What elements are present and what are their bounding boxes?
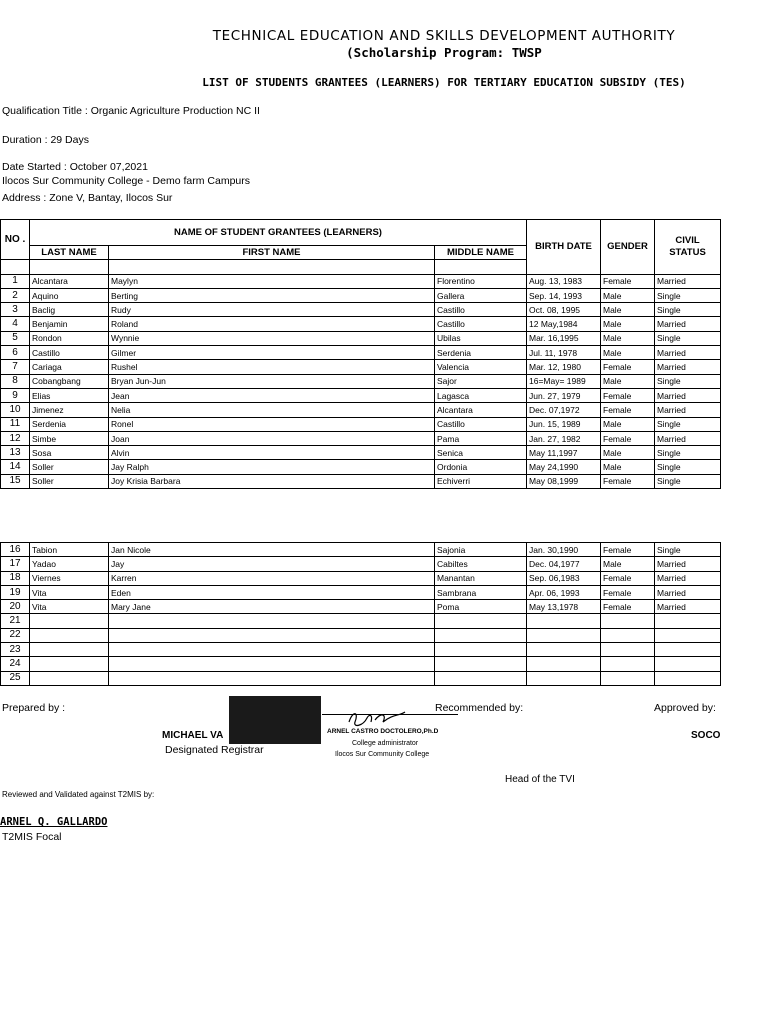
cell-birth: Dec. 07,1972 bbox=[527, 403, 601, 417]
cell-birth: Mar. 16,1995 bbox=[527, 331, 601, 345]
table-row bbox=[1, 331, 721, 345]
cell-no: 1 bbox=[1, 274, 30, 288]
cell-gender: Female bbox=[601, 388, 655, 402]
cell-civil bbox=[655, 628, 721, 642]
cell-civil: Single bbox=[655, 474, 721, 488]
cell-last: Viernes bbox=[30, 571, 109, 585]
cell-birth bbox=[527, 643, 601, 657]
table-row bbox=[1, 628, 721, 642]
cell-last: Elias bbox=[30, 388, 109, 402]
approved-label: Approved by: bbox=[654, 702, 716, 714]
cell-civil bbox=[655, 643, 721, 657]
cell-gender bbox=[601, 614, 655, 628]
cell-birth: Aug. 13, 1983 bbox=[527, 274, 601, 288]
cell-middle: Sambrana bbox=[435, 585, 527, 599]
cell-no: 24 bbox=[1, 657, 30, 671]
cell-civil: Single bbox=[655, 417, 721, 431]
cell-middle: Manantan bbox=[435, 571, 527, 585]
cell-civil: Married bbox=[655, 600, 721, 614]
cell-no: 10 bbox=[1, 403, 30, 417]
cell-no: 20 bbox=[1, 600, 30, 614]
grantees-table-top bbox=[0, 219, 721, 489]
cell-last bbox=[30, 671, 109, 685]
table-row bbox=[1, 303, 721, 317]
recommender-title: College administrator bbox=[352, 740, 419, 747]
header-no: NO . bbox=[1, 220, 30, 260]
cell-last bbox=[30, 643, 109, 657]
cell-gender: Female bbox=[601, 600, 655, 614]
cell-last: Baclig bbox=[30, 303, 109, 317]
cell-no: 11 bbox=[1, 417, 30, 431]
cell-civil: Single bbox=[655, 288, 721, 302]
cell-gender: Female bbox=[601, 585, 655, 599]
approver-name: SOCO bbox=[691, 730, 721, 741]
cell-gender: Male bbox=[601, 557, 655, 571]
cell-first: Karren bbox=[109, 571, 435, 585]
table-body-top bbox=[1, 274, 721, 488]
cell-birth: Jul. 11, 1978 bbox=[527, 346, 601, 360]
cell-birth: 16=May= 1989 bbox=[527, 374, 601, 388]
cell-gender bbox=[601, 657, 655, 671]
table-row bbox=[1, 585, 721, 599]
cell-birth: Jun. 27, 1979 bbox=[527, 388, 601, 402]
cell-last: Simbe bbox=[30, 431, 109, 445]
cell-middle: Sajor bbox=[435, 374, 527, 388]
cell-middle: Senica bbox=[435, 446, 527, 460]
cell-last: Castillo bbox=[30, 346, 109, 360]
cell-first: Rudy bbox=[109, 303, 435, 317]
cell-first: Wynnie bbox=[109, 331, 435, 345]
cell-civil: Married bbox=[655, 403, 721, 417]
cell-birth bbox=[527, 628, 601, 642]
cell-first: Joy Krisia Barbara bbox=[109, 474, 435, 488]
cell-middle: Ordonia bbox=[435, 460, 527, 474]
reviewed-label: Reviewed and Validated against T2MIS by: bbox=[2, 790, 155, 799]
cell-gender: Female bbox=[601, 403, 655, 417]
reviewer-name: ARNEL Q. GALLARDO bbox=[0, 816, 108, 828]
prepared-label: Prepared by : bbox=[2, 702, 66, 714]
table-row bbox=[1, 431, 721, 445]
cell-last: Cariaga bbox=[30, 360, 109, 374]
cell-last: Vita bbox=[30, 585, 109, 599]
cell-gender: Male bbox=[601, 374, 655, 388]
cell-last: Sosa bbox=[30, 446, 109, 460]
reviewer-title: T2MIS Focal bbox=[2, 831, 62, 843]
preparer-title: Designated Registrar bbox=[165, 744, 264, 756]
cell-civil: Married bbox=[655, 557, 721, 571]
header-birth-date: BIRTH DATE bbox=[527, 220, 601, 275]
cell-gender: Female bbox=[601, 431, 655, 445]
cell-first bbox=[109, 657, 435, 671]
cell-last: Jimenez bbox=[30, 403, 109, 417]
cell-first: Roland bbox=[109, 317, 435, 331]
cell-gender: Male bbox=[601, 331, 655, 345]
header-gender: GENDER bbox=[601, 220, 655, 275]
cell-no: 2 bbox=[1, 288, 30, 302]
cell-middle: Ubilas bbox=[435, 331, 527, 345]
cell-gender: Male bbox=[601, 417, 655, 431]
cell-civil: Married bbox=[655, 360, 721, 374]
cell-last: Rondon bbox=[30, 331, 109, 345]
cell-middle: Alcantara bbox=[435, 403, 527, 417]
cell-birth: Sep. 06,1983 bbox=[527, 571, 601, 585]
cell-no: 14 bbox=[1, 460, 30, 474]
cell-first: Ronel bbox=[109, 417, 435, 431]
handwritten-signature bbox=[345, 708, 415, 730]
cell-middle: Castillo bbox=[435, 317, 527, 331]
cell-middle: Echiverri bbox=[435, 474, 527, 488]
cell-civil: Married bbox=[655, 388, 721, 402]
table-row bbox=[1, 643, 721, 657]
table-row bbox=[1, 557, 721, 571]
cell-last bbox=[30, 614, 109, 628]
cell-no: 6 bbox=[1, 346, 30, 360]
cell-birth: Jan. 27, 1982 bbox=[527, 431, 601, 445]
address: Address : Zone V, Bantay, Ilocos Sur bbox=[2, 192, 173, 204]
cell-birth bbox=[527, 671, 601, 685]
cell-birth: Jan. 30,1990 bbox=[527, 543, 601, 557]
header-middle-name: MIDDLE NAME bbox=[435, 246, 527, 260]
cell-gender bbox=[601, 643, 655, 657]
cell-no: 4 bbox=[1, 317, 30, 331]
cell-birth: Jun. 15, 1989 bbox=[527, 417, 601, 431]
signature-image bbox=[229, 696, 321, 744]
cell-first: Jean bbox=[109, 388, 435, 402]
cell-middle: Florentino bbox=[435, 274, 527, 288]
cell-middle: Cabiltes bbox=[435, 557, 527, 571]
cell-middle: Serdenia bbox=[435, 346, 527, 360]
cell-first: Joan bbox=[109, 431, 435, 445]
cell-last bbox=[30, 657, 109, 671]
cell-gender: Female bbox=[601, 571, 655, 585]
cell-first: Berting bbox=[109, 288, 435, 302]
cell-civil: Married bbox=[655, 585, 721, 599]
cell-first: Jay Ralph bbox=[109, 460, 435, 474]
cell-no: 23 bbox=[1, 643, 30, 657]
cell-no: 19 bbox=[1, 585, 30, 599]
cell-civil bbox=[655, 614, 721, 628]
cell-civil: Single bbox=[655, 543, 721, 557]
cell-civil: Married bbox=[655, 431, 721, 445]
cell-middle: Castillo bbox=[435, 303, 527, 317]
cell-first: Mary Jane bbox=[109, 600, 435, 614]
cell-last: Vita bbox=[30, 600, 109, 614]
cell-gender: Female bbox=[601, 543, 655, 557]
cell-last: Aquino bbox=[30, 288, 109, 302]
cell-gender: Male bbox=[601, 346, 655, 360]
table-row bbox=[1, 446, 721, 460]
table-row bbox=[1, 388, 721, 402]
cell-civil: Married bbox=[655, 274, 721, 288]
cell-middle: Pama bbox=[435, 431, 527, 445]
cell-middle: Castillo bbox=[435, 417, 527, 431]
cell-first: Jay bbox=[109, 557, 435, 571]
cell-birth: Oct. 08, 1995 bbox=[527, 303, 601, 317]
cell-civil: Married bbox=[655, 571, 721, 585]
cell-middle bbox=[435, 657, 527, 671]
table-row bbox=[1, 614, 721, 628]
table-row bbox=[1, 288, 721, 302]
preparer-name: MICHAEL VA bbox=[162, 730, 224, 741]
cell-middle: Sajonia bbox=[435, 543, 527, 557]
recommender-name: ARNEL CASTRO DOCTOLERO,Ph.D bbox=[327, 728, 439, 735]
cell-civil bbox=[655, 671, 721, 685]
institution: Ilocos Sur Community College - Demo farm Campurs bbox=[2, 175, 250, 187]
cell-birth: Mar. 12, 1980 bbox=[527, 360, 601, 374]
cell-first: Gilmer bbox=[109, 346, 435, 360]
cell-civil bbox=[655, 657, 721, 671]
cell-last: Cobangbang bbox=[30, 374, 109, 388]
cell-first: Bryan Jun-Jun bbox=[109, 374, 435, 388]
cell-civil: Single bbox=[655, 331, 721, 345]
table-row bbox=[1, 460, 721, 474]
table-row bbox=[1, 403, 721, 417]
cell-no: 22 bbox=[1, 628, 30, 642]
cell-civil: Single bbox=[655, 303, 721, 317]
cell-middle: Poma bbox=[435, 600, 527, 614]
cell-last: Benjamin bbox=[30, 317, 109, 331]
cell-gender: Female bbox=[601, 360, 655, 374]
table-row bbox=[1, 474, 721, 488]
cell-first bbox=[109, 671, 435, 685]
cell-gender: Female bbox=[601, 274, 655, 288]
table-row bbox=[1, 417, 721, 431]
cell-no: 13 bbox=[1, 446, 30, 460]
table-row bbox=[1, 274, 721, 288]
cell-no: 16 bbox=[1, 543, 30, 557]
cell-civil: Single bbox=[655, 446, 721, 460]
table-row bbox=[1, 600, 721, 614]
grantees-table-bottom bbox=[0, 542, 721, 686]
cell-birth: Apr. 06, 1993 bbox=[527, 585, 601, 599]
cell-gender: Male bbox=[601, 303, 655, 317]
table-row bbox=[1, 374, 721, 388]
header-civil-status: CIVIL STATUS bbox=[655, 220, 721, 275]
table-row bbox=[1, 346, 721, 360]
cell-first bbox=[109, 614, 435, 628]
cell-gender: Male bbox=[601, 446, 655, 460]
table-row bbox=[1, 317, 721, 331]
table-row bbox=[1, 543, 721, 557]
table-row bbox=[1, 657, 721, 671]
cell-no: 7 bbox=[1, 360, 30, 374]
date-started: Date Started : October 07,2021 bbox=[2, 161, 148, 173]
table-row bbox=[1, 571, 721, 585]
cell-gender bbox=[601, 628, 655, 642]
table-row bbox=[1, 671, 721, 685]
cell-birth: Sep. 14, 1993 bbox=[527, 288, 601, 302]
cell-birth: 12 May,1984 bbox=[527, 317, 601, 331]
header-first-name: FIRST NAME bbox=[109, 246, 435, 260]
cell-middle bbox=[435, 643, 527, 657]
header-name-group: NAME OF STUDENT GRANTEES (LEARNERS) bbox=[30, 220, 527, 246]
qualification-title: Qualification Title : Organic Agriculture Production NC II bbox=[2, 105, 260, 117]
cell-last: Yadao bbox=[30, 557, 109, 571]
cell-first: Jan Nicole bbox=[109, 543, 435, 557]
cell-no: 5 bbox=[1, 331, 30, 345]
cell-first: Maylyn bbox=[109, 274, 435, 288]
cell-middle: Valencia bbox=[435, 360, 527, 374]
agency-title: TECHNICAL EDUCATION AND SKILLS DEVELOPMENT AUTHORITY bbox=[212, 28, 676, 44]
cell-middle bbox=[435, 614, 527, 628]
table-row bbox=[1, 360, 721, 374]
cell-first bbox=[109, 628, 435, 642]
recommender-org: Ilocos Sur Community College bbox=[335, 751, 430, 758]
cell-gender: Male bbox=[601, 460, 655, 474]
cell-first: Alvin bbox=[109, 446, 435, 460]
cell-birth: May 13,1978 bbox=[527, 600, 601, 614]
cell-birth bbox=[527, 657, 601, 671]
approver-title: Head of the TVI bbox=[505, 774, 575, 785]
cell-birth bbox=[527, 614, 601, 628]
duration: Duration : 29 Days bbox=[2, 134, 89, 146]
cell-no: 18 bbox=[1, 571, 30, 585]
table-body-bottom bbox=[1, 543, 721, 686]
cell-birth: May 24,1990 bbox=[527, 460, 601, 474]
cell-civil: Married bbox=[655, 346, 721, 360]
cell-first: Nelia bbox=[109, 403, 435, 417]
cell-no: 9 bbox=[1, 388, 30, 402]
cell-first: Eden bbox=[109, 585, 435, 599]
cell-first bbox=[109, 643, 435, 657]
cell-no: 25 bbox=[1, 671, 30, 685]
cell-birth: May 08,1999 bbox=[527, 474, 601, 488]
cell-last: Soller bbox=[30, 474, 109, 488]
cell-no: 3 bbox=[1, 303, 30, 317]
cell-last: Serdenia bbox=[30, 417, 109, 431]
cell-last: Alcantara bbox=[30, 274, 109, 288]
cell-last: Soller bbox=[30, 460, 109, 474]
cell-last bbox=[30, 628, 109, 642]
cell-middle: Gallera bbox=[435, 288, 527, 302]
cell-first: Rushel bbox=[109, 360, 435, 374]
cell-civil: Single bbox=[655, 374, 721, 388]
cell-middle bbox=[435, 628, 527, 642]
cell-no: 17 bbox=[1, 557, 30, 571]
cell-birth: Dec. 04,1977 bbox=[527, 557, 601, 571]
cell-no: 12 bbox=[1, 431, 30, 445]
cell-last: Tabion bbox=[30, 543, 109, 557]
cell-civil: Married bbox=[655, 317, 721, 331]
cell-no: 21 bbox=[1, 614, 30, 628]
recommended-label: Recommended by: bbox=[435, 702, 524, 714]
cell-no: 15 bbox=[1, 474, 30, 488]
cell-gender bbox=[601, 671, 655, 685]
cell-middle: Lagasca bbox=[435, 388, 527, 402]
program-title: (Scholarship Program: TWSP bbox=[346, 45, 542, 60]
cell-gender: Male bbox=[601, 288, 655, 302]
cell-no: 8 bbox=[1, 374, 30, 388]
cell-gender: Female bbox=[601, 474, 655, 488]
list-title: LIST OF STUDENTS GRANTEES (LEARNERS) FOR TERTIARY EDUCATION SUBSIDY (TES) bbox=[202, 76, 686, 89]
cell-gender: Male bbox=[601, 317, 655, 331]
cell-birth: May 11,1997 bbox=[527, 446, 601, 460]
cell-middle bbox=[435, 671, 527, 685]
cell-civil: Single bbox=[655, 460, 721, 474]
header-last-name: LAST NAME bbox=[30, 246, 109, 260]
